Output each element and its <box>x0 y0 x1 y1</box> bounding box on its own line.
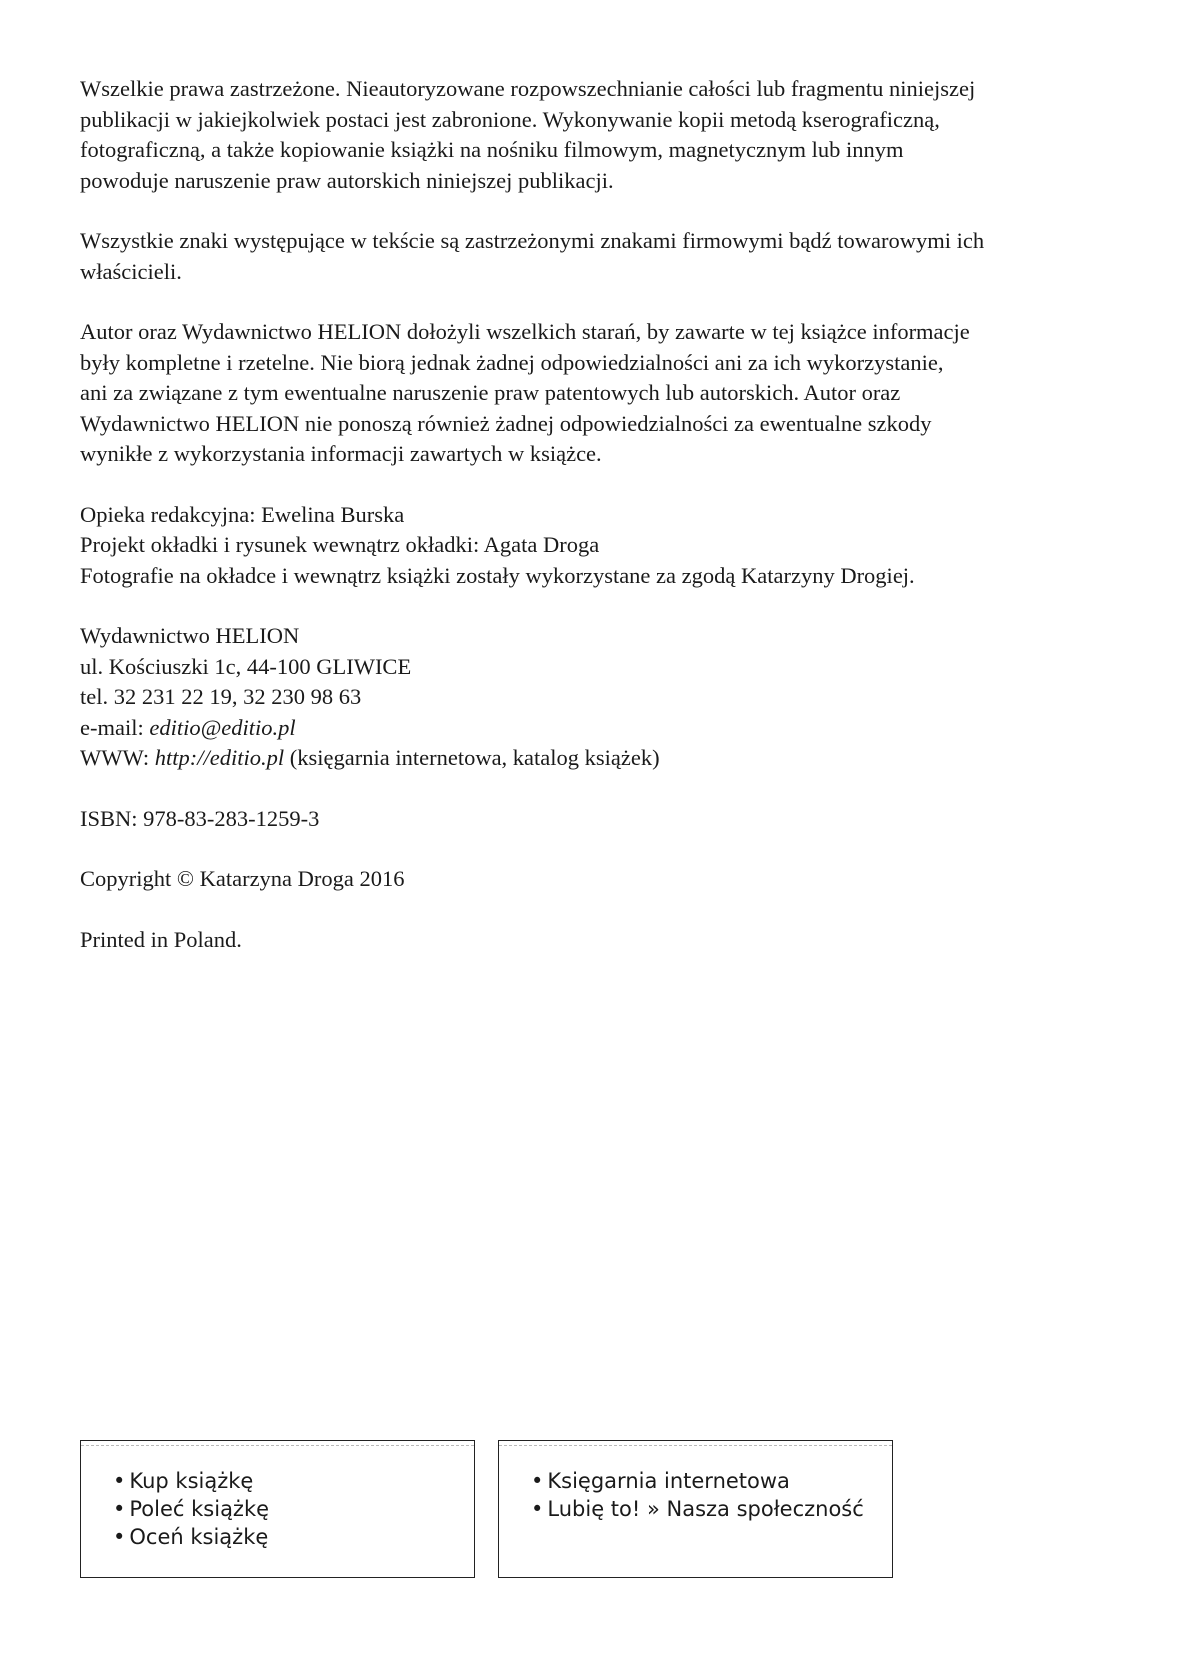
publisher-street: ul. Kościuszki 1c, 44-100 GLIWICE <box>80 653 412 679</box>
online-bookstore-link[interactable]: • Księgarnia internetowa <box>531 1467 892 1495</box>
cover-design-credit: Projekt okładki i rysunek wewnątrz okładki: Agata Droga <box>80 532 600 557</box>
publisher-address <box>80 621 1120 774</box>
store-links-box <box>498 1440 893 1578</box>
copyright-notice <box>80 74 1120 196</box>
text-line: Autor oraz Wydawnictwo HELION dołożyli wszelkich starań, by zawarte w tej książce informacje <box>80 319 970 344</box>
book-actions-list <box>81 1441 474 1551</box>
text-line: Wszystkie znaki występujące w tekście są zastrzeżonymi znakami firmowymi bądź towarowymi ich <box>80 228 985 253</box>
www-label: WWW: <box>80 745 155 770</box>
liability-notice <box>80 317 1120 470</box>
recommend-book-link[interactable]: • Poleć książkę <box>113 1495 474 1523</box>
text-line: publikacji w jakiejkolwiek postaci jest zabronione. Wykonywanie kopii metodą kserograficzną, <box>80 106 940 132</box>
publisher-name: Wydawnictwo HELION <box>80 623 300 648</box>
trademarks-notice <box>80 226 1120 287</box>
editor-credit: Opieka redakcyjna: Ewelina Burska <box>80 501 405 527</box>
photo-credit: Fotografie na okładce i wewnątrz książki zostały wykorzystane za zgodą Katarzyny Drogiej. <box>80 562 915 588</box>
text-line: Wszelkie prawa zastrzeżone. Nieautoryzowane rozpowszechnianie całości lub fragmentu niniejszej <box>80 76 976 101</box>
publisher-email-line <box>80 713 1120 744</box>
text-line: Wydawnictwo HELION nie ponoszą również żadnej odpowiedzialności za ewentualne szkody <box>80 410 932 436</box>
credits <box>80 500 1120 592</box>
book-actions-box <box>80 1440 475 1578</box>
box-top-rule <box>81 1445 474 1446</box>
copyright-line: Copyright © Katarzyna Droga 2016 <box>80 866 405 891</box>
www-link[interactable]: http://editio.pl <box>154 745 285 770</box>
store-links-list <box>499 1441 892 1523</box>
printed-in: Printed in Poland. <box>80 926 242 952</box>
text-line: powoduje naruszenie praw autorskich niniejszej publikacji. <box>80 167 614 193</box>
text-line: były kompletne i rzetelne. Nie biorą jednak żadnej odpowiedzialności ani za ich wykorzystanie, <box>80 349 944 375</box>
box-top-rule <box>499 1445 892 1446</box>
email-label: e-mail: <box>80 714 150 740</box>
isbn: ISBN: 978-83-283-1259-3 <box>80 805 320 831</box>
imprint-page <box>80 74 1120 985</box>
text-line: ani za związane z tym ewentualne naruszenie praw patentowych lub autorskich. Autor oraz <box>80 380 901 405</box>
rate-book-link[interactable]: • Oceń książkę <box>113 1523 474 1551</box>
www-note: (księgarnia internetowa, katalog książek) <box>284 745 660 770</box>
publisher-www-line <box>80 743 1120 774</box>
publisher-phone: tel. 32 231 22 19, 32 230 98 63 <box>80 684 362 709</box>
email-link[interactable]: editio@editio.pl <box>149 714 296 740</box>
community-link[interactable]: • Lubię to! » Nasza społeczność <box>531 1495 892 1523</box>
text-line: właścicieli. <box>80 258 182 284</box>
buy-book-link[interactable]: • Kup książkę <box>113 1467 474 1495</box>
text-line: fotograficzną, a także kopiowanie książki na nośniku filmowym, magnetycznym lub innym <box>80 137 904 162</box>
text-line: wynikłe z wykorzystania informacji zawartych w książce. <box>80 441 602 466</box>
